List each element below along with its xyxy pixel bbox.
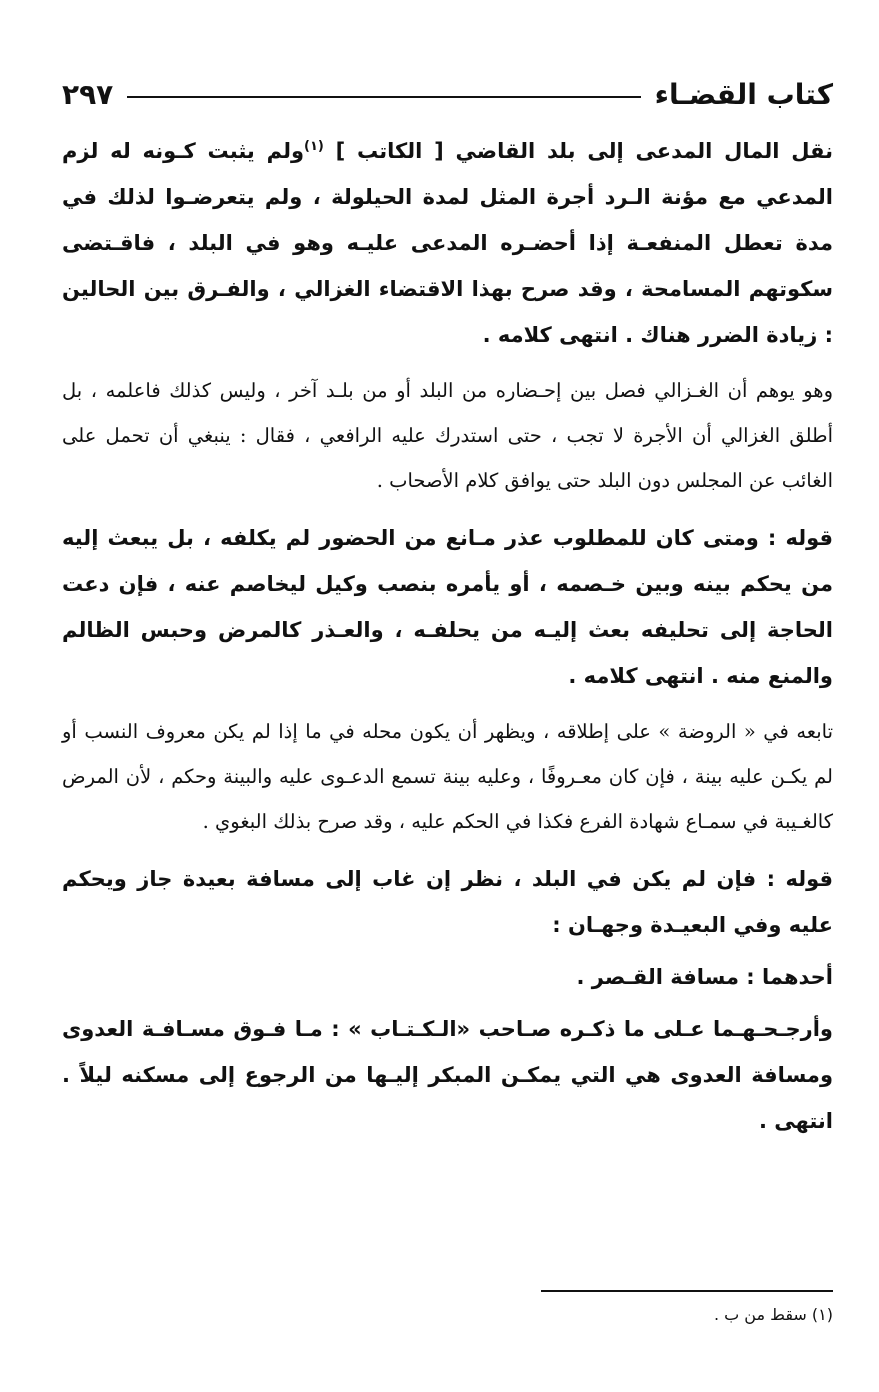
footnote-reference: (١) [304, 139, 324, 154]
paragraph-5: قوله : فإن لم يكن في البلد ، نظر إن غاب إلى مسافة بعيدة جاز ويحكم عليه وفي البعيـدة وجهـان : [62, 867, 833, 937]
paragraph-3: قوله : ومتى كان للمطلوب عذر مـانع من الحضور لم يكلفه ، بل يبعث إليه من يحكم بينه وبين خـصمه ، أو يأمره بنصب وكيل ليخاصم عنه ، فإن دعت الحاجة إلى تحليفه بعث إليـه من يحلفـه ، والعـذر كالمرض وحبس الظالم والمنع منه . انتهى كلامه . [62, 526, 833, 688]
paragraph-1-start: نقل المال المدعى إلى بلد القاضي [ الكاتب ] [323, 139, 833, 163]
page-number: ٢٩٧ [62, 77, 114, 111]
paragraph-2: وهو يوهم أن الغـزالي فصل بين إحـضاره من البلد أو من بلـد آخر ، وليس كذلك فاعلمه ، بل أطلق الغزالي أن الأجرة لا تجب ، حتى استدرك عليه الرافعي ، فقال : ينبغي أن تحمل على الغائب عن المجلس دون البلد حتى يوافق كلام الأصحاب . [62, 379, 833, 492]
footnote: (١) سقط من ب . [713, 1305, 833, 1324]
header-rule [127, 96, 640, 98]
paragraph-6: أحدهما : مسافة القـصر . [576, 965, 833, 989]
page-header [62, 72, 833, 116]
paragraph-1 [62, 128, 833, 358]
main-text [62, 128, 833, 1144]
running-title: كتاب القضـاء [654, 77, 833, 111]
paragraph-1-rest: ولم يثبت كـونه له لزم المدعي مع مؤنة الـرد أجرة المثل لمدة الحيلولة ، ولم يتعرضـوا لذلك في مدة تعطل المنفعـة إذا أحضـره المدعى عليـه وهو في البلد ، فاقـتضى سكوتهم المسامحة ، وقد صرح بهذا الاقتضاء الغزالي ، والفـرق بين الحالين : زيادة الضرر هناك . انتهى كلامه . [62, 139, 833, 347]
footnote-separator [541, 1290, 833, 1292]
paragraph-7: وأرجـحـهـما عـلى ما ذكـره صـاحب «الـكـتـاب » : مـا فـوق مسـافـة العدوى ومسافة العدوى هي التي يمكـن المبكر إليـها من الرجوع إلى مسكنه ليلاً . انتهى . [62, 1017, 833, 1133]
paragraph-4: تابعه في « الروضة » على إطلاقه ، ويظهر أن يكون محله في ما إذا لم يكن معروف النسب أو لم يكـن عليه بينة ، فإن كان معـروفًا ، وعليه بينة تسمع الدعـوى عليه والبينة وحكم ، لأن المرض كالغـيبة في سمـاع شهادة الفرع فكذا في الحكم عليه ، وقد صرح بذلك البغوي . [62, 720, 833, 833]
